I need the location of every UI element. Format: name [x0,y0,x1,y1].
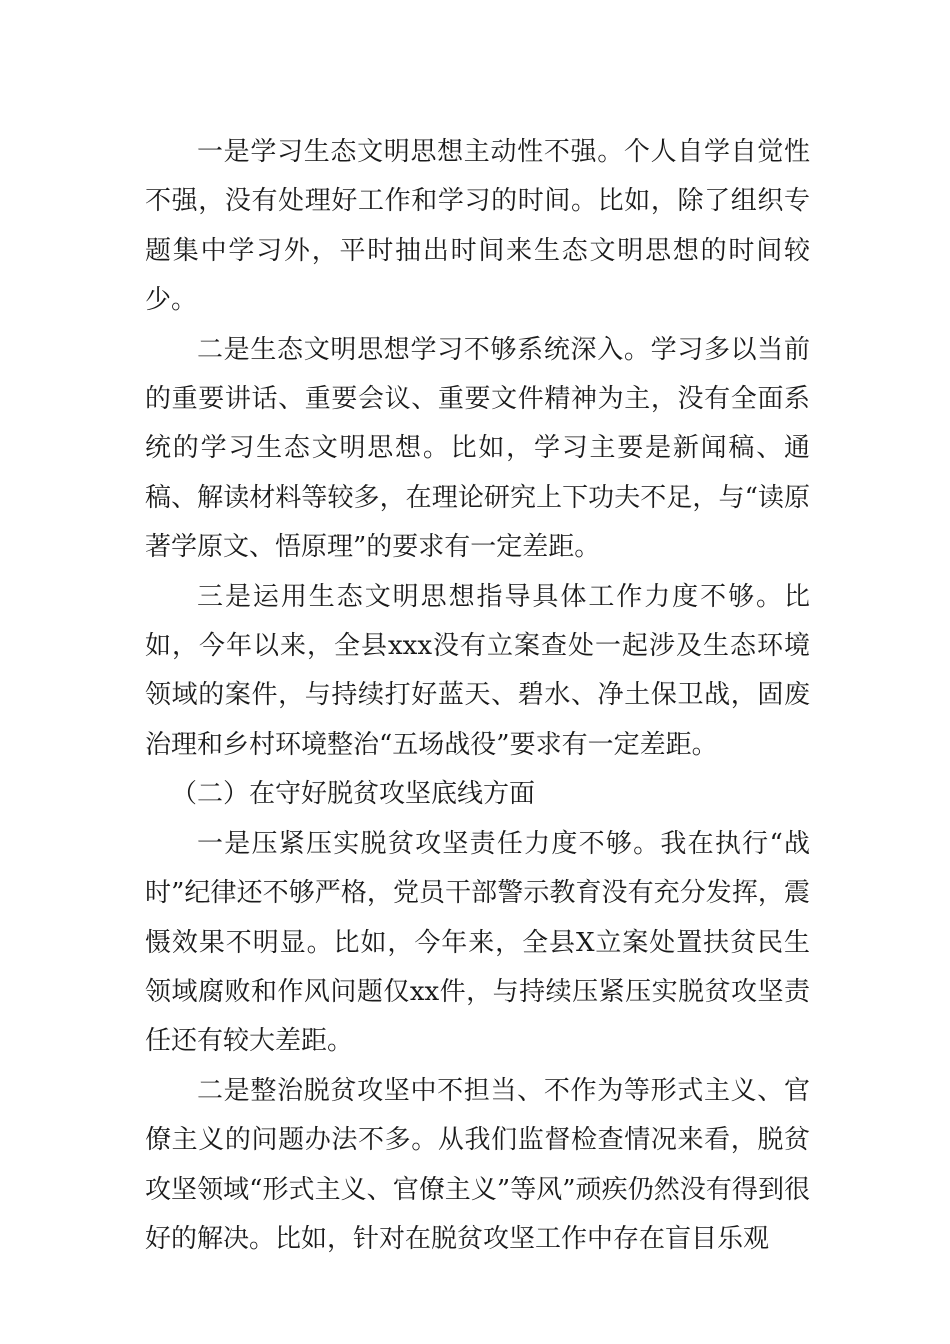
paragraph-work-guidance: 三是运用生态文明思想指导具体工作力度不够。比如，今年以来，全县xxx没有立案查处一起涉及生态环境领域的案件，与持续打好蓝天、碧水、净土保卫战，固废治理和乡村环境整治“五场战役”要求有一定差距。 [145,581,810,760]
paragraph-study-initiative: 一是学习生态文明思想主动性不强。个人自学自觉性不强，没有处理好工作和学习的时间。比如，除了组织专题集中学习外，平时抽出时间来生态文明思想的时间较少。 [145,137,810,316]
document-body [145,128,810,1264]
paragraph-formalism: 二是整治脱贫攻坚中不担当、不作为等形式主义、官僚主义的问题办法不多。从我们监督检查情况来看，脱贫攻坚领域“形式主义、官僚主义”等风”顽疾仍然没有得到很好的解决。比如，针对在脱贫攻坚工作中存在盲目乐观 [145,1075,810,1254]
paragraph-poverty-responsibility: 一是压紧压实脱贫攻坚责任力度不够。我在执行“战时”纪律还不够严格，党员干部警示教育没有充分发挥，震慑效果不明显。比如，今年来，全县X立案处置扶贫民生领域腐败和作风问题仅xx件，与持续压紧压实脱贫攻坚责任还有较大差距。 [145,828,810,1057]
section-heading-poverty: （二）在守好脱贫攻坚底线方面 [171,779,536,810]
paragraph-study-depth: 二是生态文明思想学习不够系统深入。学习多以当前的重要讲话、重要会议、重要文件精神为主，没有全面系统的学习生态文明思想。比如，学习主要是新闻稿、通稿、解读材料等较多，在理论研究上下功夫不足，与“读原著学原文、悟原理”的要求有一定差距。 [145,334,810,563]
